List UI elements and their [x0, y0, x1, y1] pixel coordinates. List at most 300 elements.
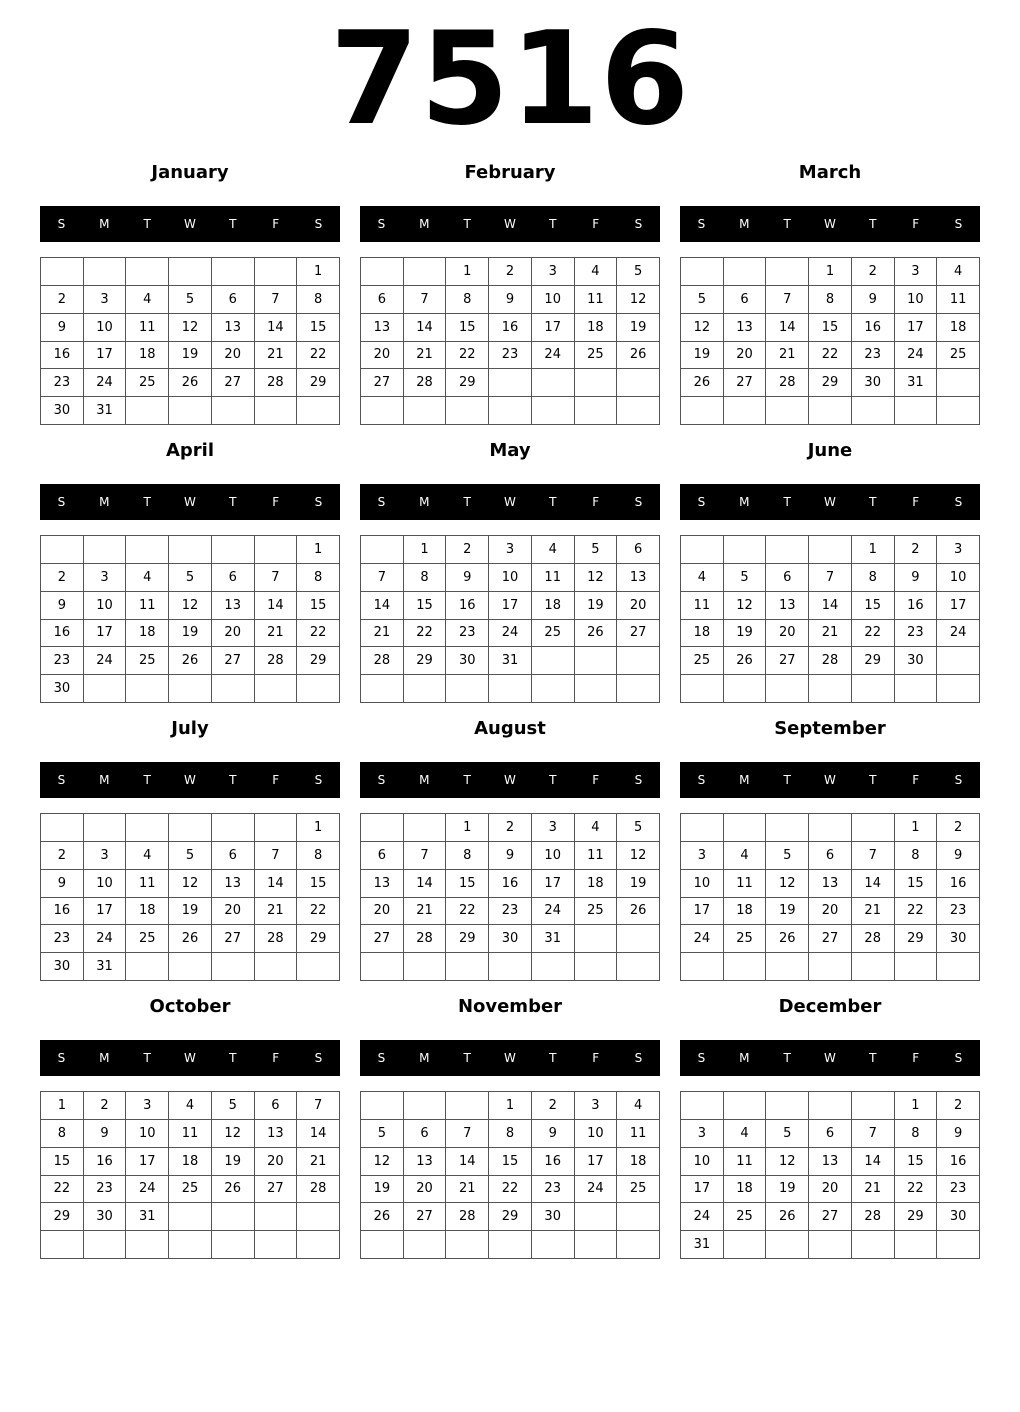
day-cell: 4: [169, 1092, 212, 1120]
day-cell: [809, 953, 852, 981]
day-cell: 20: [617, 592, 660, 620]
day-cell: 2: [937, 1092, 980, 1120]
day-cell: 21: [361, 620, 404, 648]
day-cell: 5: [681, 286, 724, 314]
day-cell: 9: [84, 1120, 127, 1148]
day-cell: 23: [895, 620, 938, 648]
day-cell: [212, 814, 255, 842]
weekday-label: S: [697, 1051, 706, 1065]
day-cell: 17: [489, 592, 532, 620]
day-cell: 27: [724, 369, 767, 397]
day-cell: 21: [404, 898, 447, 926]
day-cell: 5: [169, 286, 212, 314]
day-cell: [766, 397, 809, 425]
day-cell: 19: [724, 620, 767, 648]
day-cell: 10: [532, 286, 575, 314]
day-cell: 21: [766, 342, 809, 370]
day-cell: 5: [617, 814, 660, 842]
day-cell: 9: [41, 314, 84, 342]
day-cell: [404, 953, 447, 981]
day-cell: 5: [361, 1120, 404, 1148]
weekday-header: [680, 762, 980, 798]
weekday-label: T: [143, 495, 151, 509]
day-cell: 20: [404, 1176, 447, 1204]
day-cell: 7: [255, 842, 298, 870]
weekday-label: M: [419, 495, 430, 509]
weekday-label: M: [739, 1051, 750, 1065]
day-cell: 13: [212, 870, 255, 898]
weekday-label: F: [912, 773, 920, 787]
day-cell: 13: [361, 870, 404, 898]
day-cell: 13: [404, 1148, 447, 1176]
day-cell: 1: [895, 1092, 938, 1120]
weekday-label: T: [783, 1051, 791, 1065]
day-cell: [681, 675, 724, 703]
day-cell: 3: [84, 842, 127, 870]
weekday-label: W: [504, 495, 516, 509]
day-cell: [724, 953, 767, 981]
day-cell: 9: [937, 842, 980, 870]
day-cell: [169, 536, 212, 564]
day-cell: 22: [489, 1176, 532, 1204]
weekday-label: T: [229, 495, 237, 509]
day-cell: [361, 953, 404, 981]
day-cell: 30: [41, 675, 84, 703]
day-cell: [809, 814, 852, 842]
day-cell: [489, 369, 532, 397]
day-cell: 24: [532, 898, 575, 926]
day-cell: 17: [937, 592, 980, 620]
day-cell: 12: [617, 286, 660, 314]
day-cell: 19: [766, 1176, 809, 1204]
day-cell: 7: [255, 564, 298, 592]
day-cell: [126, 675, 169, 703]
day-cell: 9: [41, 870, 84, 898]
day-cell: [575, 1203, 618, 1231]
day-cell: [446, 397, 489, 425]
day-cell: 4: [126, 842, 169, 870]
day-cell: 12: [169, 592, 212, 620]
day-cell: [575, 397, 618, 425]
day-cell: 11: [724, 1148, 767, 1176]
day-cell: 9: [852, 286, 895, 314]
day-cell: 8: [446, 842, 489, 870]
weekday-label: T: [463, 1051, 471, 1065]
weekday-label: W: [184, 495, 196, 509]
days-grid: [680, 813, 980, 981]
day-cell: 19: [169, 342, 212, 370]
day-cell: 16: [84, 1148, 127, 1176]
day-cell: [532, 1231, 575, 1259]
day-cell: 14: [852, 870, 895, 898]
day-cell: 31: [84, 397, 127, 425]
day-cell: 22: [41, 1176, 84, 1204]
day-cell: 15: [895, 870, 938, 898]
day-cell: 12: [766, 870, 809, 898]
day-cell: [895, 675, 938, 703]
day-cell: [255, 258, 298, 286]
day-cell: 4: [575, 814, 618, 842]
day-cell: [809, 675, 852, 703]
day-cell: [724, 1231, 767, 1259]
day-cell: 3: [84, 564, 127, 592]
day-cell: 9: [937, 1120, 980, 1148]
day-cell: 18: [126, 342, 169, 370]
day-cell: 29: [895, 925, 938, 953]
day-cell: [169, 953, 212, 981]
day-cell: 26: [169, 647, 212, 675]
day-cell: [446, 953, 489, 981]
weekday-label: T: [463, 773, 471, 787]
day-cell: 20: [809, 898, 852, 926]
day-cell: 28: [404, 925, 447, 953]
day-cell: 20: [212, 342, 255, 370]
day-cell: 5: [617, 258, 660, 286]
day-cell: 24: [84, 647, 127, 675]
day-cell: 12: [575, 564, 618, 592]
day-cell: [404, 675, 447, 703]
day-cell: [84, 675, 127, 703]
day-cell: [766, 536, 809, 564]
day-cell: 1: [895, 814, 938, 842]
day-cell: 12: [169, 314, 212, 342]
weekday-label: F: [912, 495, 920, 509]
day-cell: 14: [766, 314, 809, 342]
day-cell: [895, 397, 938, 425]
day-cell: 6: [212, 842, 255, 870]
days-grid: [40, 1091, 340, 1259]
weekday-label: T: [549, 495, 557, 509]
day-cell: 24: [895, 342, 938, 370]
day-cell: 11: [169, 1120, 212, 1148]
day-cell: 15: [809, 314, 852, 342]
weekday-label: M: [739, 217, 750, 231]
day-cell: [297, 1231, 340, 1259]
day-cell: 3: [532, 814, 575, 842]
weekday-label: M: [739, 495, 750, 509]
day-cell: 21: [297, 1148, 340, 1176]
weekday-label: M: [419, 1051, 430, 1065]
day-cell: 11: [617, 1120, 660, 1148]
day-cell: 1: [489, 1092, 532, 1120]
day-cell: 1: [446, 814, 489, 842]
day-cell: 31: [895, 369, 938, 397]
day-cell: [617, 369, 660, 397]
day-cell: 12: [681, 314, 724, 342]
day-cell: [575, 1231, 618, 1259]
day-cell: 7: [404, 842, 447, 870]
day-cell: 21: [404, 342, 447, 370]
day-cell: 6: [212, 564, 255, 592]
day-cell: [895, 1231, 938, 1259]
weekday-label: T: [229, 1051, 237, 1065]
weekday-label: S: [634, 217, 643, 231]
day-cell: 22: [895, 898, 938, 926]
day-cell: [255, 953, 298, 981]
day-cell: 9: [41, 592, 84, 620]
day-cell: 13: [212, 314, 255, 342]
day-cell: 18: [681, 620, 724, 648]
weekday-header: [680, 1040, 980, 1076]
day-cell: [126, 1231, 169, 1259]
day-cell: 11: [937, 286, 980, 314]
day-cell: [169, 675, 212, 703]
day-cell: 4: [575, 258, 618, 286]
day-cell: 2: [489, 814, 532, 842]
weekday-label: T: [463, 217, 471, 231]
day-cell: 28: [852, 925, 895, 953]
day-cell: 17: [681, 1176, 724, 1204]
day-cell: 29: [297, 647, 340, 675]
day-cell: 21: [255, 620, 298, 648]
day-cell: 29: [446, 369, 489, 397]
weekday-label: F: [912, 1051, 920, 1065]
day-cell: 7: [361, 564, 404, 592]
day-cell: 18: [169, 1148, 212, 1176]
day-cell: 7: [297, 1092, 340, 1120]
day-cell: 24: [681, 925, 724, 953]
day-cell: 13: [809, 870, 852, 898]
day-cell: [617, 1231, 660, 1259]
day-cell: [297, 1203, 340, 1231]
day-cell: [724, 675, 767, 703]
day-cell: 14: [255, 592, 298, 620]
day-cell: 22: [446, 342, 489, 370]
day-cell: 27: [766, 647, 809, 675]
day-cell: 24: [532, 342, 575, 370]
day-cell: 22: [297, 620, 340, 648]
day-cell: [41, 536, 84, 564]
day-cell: 6: [361, 286, 404, 314]
day-cell: 25: [937, 342, 980, 370]
day-cell: 9: [489, 286, 532, 314]
day-cell: 11: [681, 592, 724, 620]
day-cell: 3: [84, 286, 127, 314]
day-cell: 21: [809, 620, 852, 648]
day-cell: 22: [404, 620, 447, 648]
day-cell: 28: [809, 647, 852, 675]
day-cell: [212, 675, 255, 703]
day-cell: 17: [681, 898, 724, 926]
weekday-label: S: [314, 773, 323, 787]
weekday-header: [360, 206, 660, 242]
weekday-label: S: [634, 495, 643, 509]
day-cell: 8: [446, 286, 489, 314]
weekday-label: S: [954, 217, 963, 231]
weekday-label: W: [824, 217, 836, 231]
day-cell: [169, 814, 212, 842]
day-cell: 15: [489, 1148, 532, 1176]
day-cell: [126, 397, 169, 425]
day-cell: 10: [489, 564, 532, 592]
day-cell: 4: [126, 286, 169, 314]
day-cell: [361, 258, 404, 286]
day-cell: [255, 1203, 298, 1231]
day-cell: 15: [446, 314, 489, 342]
day-cell: 22: [852, 620, 895, 648]
weekday-label: T: [549, 217, 557, 231]
weekday-label: F: [592, 1051, 600, 1065]
day-cell: 5: [169, 564, 212, 592]
day-cell: 13: [212, 592, 255, 620]
month-name: November: [457, 996, 563, 1017]
day-cell: 13: [255, 1120, 298, 1148]
day-cell: 4: [532, 536, 575, 564]
day-cell: [617, 925, 660, 953]
day-cell: 20: [361, 342, 404, 370]
weekday-label: S: [377, 217, 386, 231]
day-cell: 30: [84, 1203, 127, 1231]
day-cell: 29: [852, 647, 895, 675]
month-name: August: [474, 718, 546, 739]
weekday-label: S: [314, 217, 323, 231]
day-cell: 2: [446, 536, 489, 564]
day-cell: [404, 1231, 447, 1259]
day-cell: 6: [809, 842, 852, 870]
weekday-label: M: [99, 773, 110, 787]
day-cell: 25: [126, 647, 169, 675]
day-cell: [489, 397, 532, 425]
weekday-label: F: [912, 217, 920, 231]
weekday-label: S: [697, 217, 706, 231]
day-cell: 16: [41, 898, 84, 926]
weekday-label: W: [184, 1051, 196, 1065]
day-cell: [937, 397, 980, 425]
weekday-header: [40, 206, 340, 242]
day-cell: 16: [532, 1148, 575, 1176]
day-cell: [446, 675, 489, 703]
day-cell: 27: [255, 1176, 298, 1204]
day-cell: 4: [126, 564, 169, 592]
day-cell: 23: [446, 620, 489, 648]
day-cell: 28: [766, 369, 809, 397]
day-cell: 16: [937, 870, 980, 898]
day-cell: 21: [852, 898, 895, 926]
day-cell: [809, 1092, 852, 1120]
weekday-label: T: [783, 773, 791, 787]
day-cell: 30: [41, 397, 84, 425]
weekday-label: S: [57, 495, 66, 509]
day-cell: 14: [297, 1120, 340, 1148]
day-cell: 15: [895, 1148, 938, 1176]
day-cell: 30: [446, 647, 489, 675]
day-cell: 10: [937, 564, 980, 592]
day-cell: 16: [489, 314, 532, 342]
days-grid: [680, 535, 980, 703]
day-cell: 26: [681, 369, 724, 397]
day-cell: 19: [766, 898, 809, 926]
day-cell: 9: [532, 1120, 575, 1148]
day-cell: [41, 814, 84, 842]
day-cell: 10: [84, 592, 127, 620]
day-cell: 1: [297, 258, 340, 286]
day-cell: 24: [84, 925, 127, 953]
day-cell: 17: [575, 1148, 618, 1176]
day-cell: 28: [255, 647, 298, 675]
day-cell: 26: [766, 1203, 809, 1231]
day-cell: [937, 647, 980, 675]
day-cell: 22: [895, 1176, 938, 1204]
day-cell: 30: [937, 925, 980, 953]
day-cell: 23: [41, 647, 84, 675]
day-cell: 10: [84, 314, 127, 342]
weekday-label: F: [272, 217, 280, 231]
day-cell: 10: [84, 870, 127, 898]
day-cell: 17: [84, 620, 127, 648]
day-cell: 23: [41, 925, 84, 953]
day-cell: 12: [212, 1120, 255, 1148]
day-cell: 9: [446, 564, 489, 592]
day-cell: 6: [617, 536, 660, 564]
day-cell: 30: [852, 369, 895, 397]
weekday-label: S: [57, 1051, 66, 1065]
weekday-label: F: [272, 495, 280, 509]
weekday-label: W: [184, 773, 196, 787]
day-cell: 12: [617, 842, 660, 870]
day-cell: 4: [937, 258, 980, 286]
day-cell: 24: [681, 1203, 724, 1231]
day-cell: [852, 814, 895, 842]
day-cell: [681, 953, 724, 981]
day-cell: [724, 814, 767, 842]
day-cell: 10: [126, 1120, 169, 1148]
day-cell: 21: [255, 342, 298, 370]
day-cell: 17: [84, 342, 127, 370]
day-cell: [766, 258, 809, 286]
day-cell: 25: [575, 342, 618, 370]
day-cell: 8: [297, 564, 340, 592]
day-cell: 19: [361, 1176, 404, 1204]
day-cell: 17: [532, 870, 575, 898]
day-cell: 4: [724, 1120, 767, 1148]
day-cell: 27: [212, 925, 255, 953]
day-cell: 30: [895, 647, 938, 675]
weekday-label: S: [634, 773, 643, 787]
day-cell: [255, 675, 298, 703]
month-name: January: [151, 162, 229, 183]
day-cell: 6: [766, 564, 809, 592]
day-cell: 1: [297, 814, 340, 842]
day-cell: 19: [681, 342, 724, 370]
day-cell: 6: [809, 1120, 852, 1148]
day-cell: 7: [404, 286, 447, 314]
day-cell: [212, 1203, 255, 1231]
day-cell: 14: [255, 870, 298, 898]
day-cell: 25: [724, 925, 767, 953]
day-cell: 30: [489, 925, 532, 953]
day-cell: 23: [41, 369, 84, 397]
day-cell: 20: [809, 1176, 852, 1204]
weekday-label: W: [824, 1051, 836, 1065]
day-cell: [169, 1203, 212, 1231]
weekday-label: W: [824, 773, 836, 787]
weekday-header: [360, 762, 660, 798]
day-cell: 5: [169, 842, 212, 870]
day-cell: 25: [532, 620, 575, 648]
weekday-label: S: [954, 495, 963, 509]
day-cell: 5: [766, 1120, 809, 1148]
days-grid: [680, 1091, 980, 1259]
day-cell: 29: [489, 1203, 532, 1231]
weekday-label: W: [504, 1051, 516, 1065]
day-cell: [404, 1092, 447, 1120]
weekday-label: S: [314, 1051, 323, 1065]
weekday-label: M: [99, 217, 110, 231]
day-cell: 24: [126, 1176, 169, 1204]
day-cell: [169, 1231, 212, 1259]
days-grid: [40, 257, 340, 425]
day-cell: 28: [852, 1203, 895, 1231]
